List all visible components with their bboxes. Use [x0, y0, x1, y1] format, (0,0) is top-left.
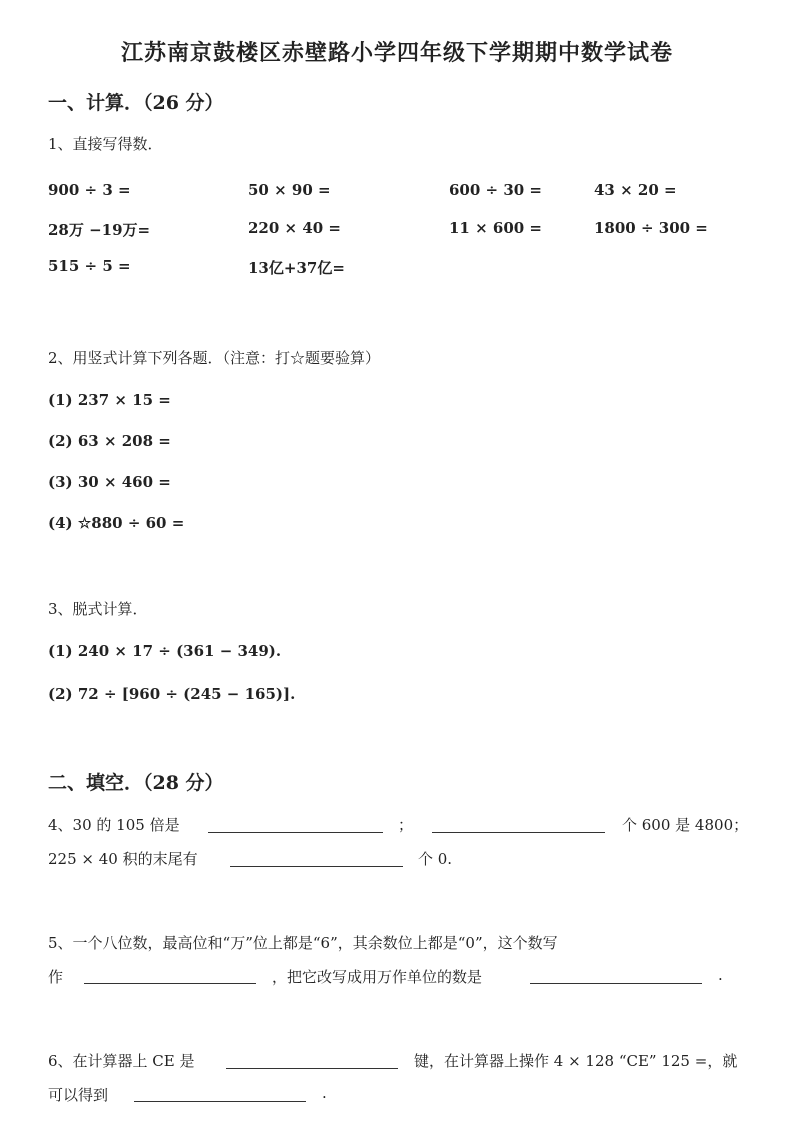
mental-math-item: 13亿+37亿= [248, 259, 345, 277]
mental-math-item: 220 × 40 = [248, 219, 341, 237]
answer-blank[interactable] [84, 983, 256, 984]
mental-math-item: 28万 −19万= [48, 221, 151, 239]
mental-math-item: 11 × 600 = [449, 219, 542, 237]
question-4-text: 个 0. [418, 850, 453, 868]
answer-blank[interactable] [208, 832, 383, 833]
answer-blank[interactable] [432, 832, 605, 833]
step-calc-item: (1) 240 × 17 ÷ (361 − 349). [48, 642, 282, 660]
question-1-label: 1、直接写得数． [48, 135, 163, 153]
question-4-text: 4、30 的 105 倍是 [48, 816, 180, 834]
question-6-text: 可以得到 [48, 1086, 109, 1104]
question-2-label: 2、用竖式计算下列各题．（注意：打☆题要验算） [48, 349, 381, 367]
question-3-label: 3、脱式计算． [48, 600, 148, 618]
mental-math-item: 515 ÷ 5 = [48, 257, 131, 275]
vertical-calc-item: (1) 237 × 15 = [48, 391, 171, 409]
question-5-text: 作 [48, 968, 64, 986]
question-5-text: 5、一个八位数，最高位和“万”位上都是“6”，其余数位上都是“0”，这个数写 [48, 934, 558, 952]
answer-blank[interactable] [134, 1101, 306, 1102]
section-1-heading: 一、计算．（26 分） [48, 92, 224, 114]
question-5-text: . [718, 966, 723, 984]
exam-title: 江苏南京鼓楼区赤壁路小学四年级下学期期中数学试卷 [120, 40, 673, 66]
mental-math-item: 1800 ÷ 300 = [594, 219, 708, 237]
question-6-text: . [322, 1084, 327, 1102]
mental-math-item: 900 ÷ 3 = [48, 181, 131, 199]
mental-math-item: 600 ÷ 30 = [449, 181, 542, 199]
question-4-text: 个 600 是 4800； [622, 816, 749, 834]
mental-math-item: 50 × 90 = [248, 181, 331, 199]
answer-blank[interactable] [530, 983, 702, 984]
answer-blank[interactable] [230, 866, 403, 867]
step-calc-item: (2) 72 ÷ [960 ÷ (245 − 165)]. [48, 685, 296, 703]
vertical-calc-item: (4) ☆880 ÷ 60 = [48, 514, 185, 532]
question-6-text: 键，在计算器上操作 4 × 128 “CE” 125 =，就 [414, 1052, 738, 1070]
question-5-text: ，把它改写成用万作单位的数是 [272, 968, 483, 986]
question-4-separator: ； [398, 816, 414, 834]
section-2-heading: 二、填空．（28 分） [48, 772, 224, 794]
vertical-calc-item: (2) 63 × 208 = [48, 432, 171, 450]
question-4-text: 225 × 40 积的末尾有 [48, 850, 198, 868]
vertical-calc-item: (3) 30 × 460 = [48, 473, 171, 491]
question-6-text: 6、在计算器上 CE 是 [48, 1052, 195, 1070]
answer-blank[interactable] [226, 1068, 398, 1069]
mental-math-item: 43 × 20 = [594, 181, 677, 199]
